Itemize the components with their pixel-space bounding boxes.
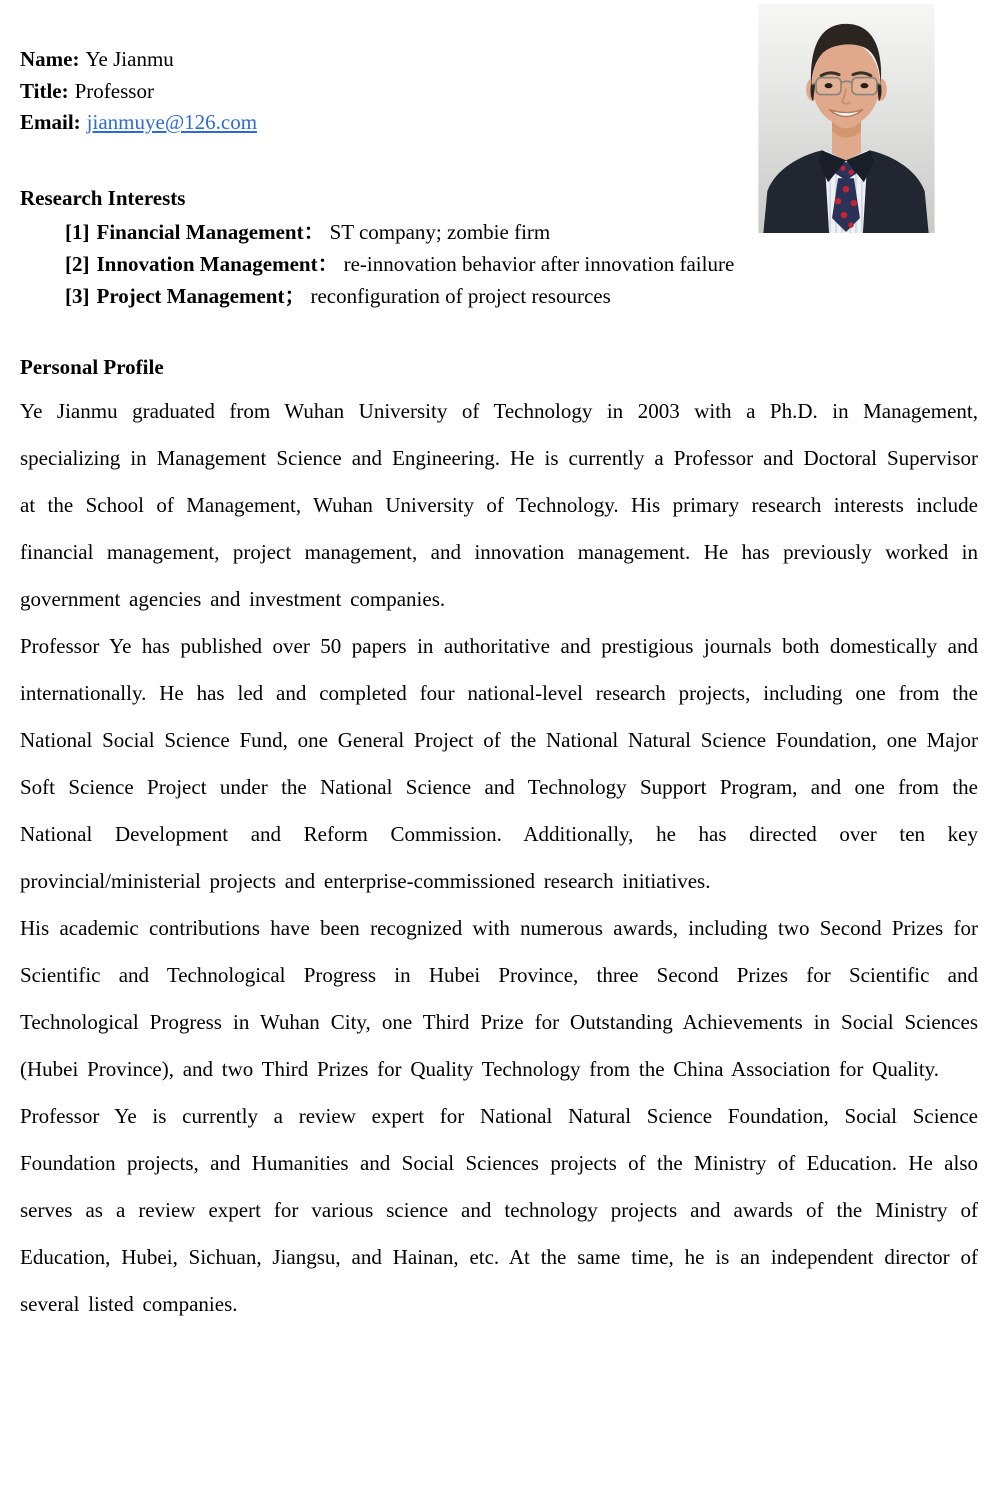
portrait-photo-graphic xyxy=(758,4,935,233)
personal-profile-text xyxy=(20,388,978,1328)
title-line xyxy=(20,76,740,108)
email-link[interactable]: jianmuye@126.com xyxy=(86,110,258,134)
personal-profile-heading: Personal Profile xyxy=(20,354,164,379)
research-item-2-index: [2] xyxy=(65,251,90,276)
title-value: Professor xyxy=(74,78,154,103)
name-line xyxy=(20,44,740,76)
contact-info-block xyxy=(20,44,740,139)
research-item-3 xyxy=(65,280,978,312)
eye-right xyxy=(860,83,868,88)
personal-profile-section xyxy=(20,352,978,1328)
profile-photo xyxy=(758,4,935,233)
profile-paragraph-2: Professor Ye has published over 50 papers in authoritative and prestigious journals both domestically and internationally. He has led and completed four national-level research projects, including one from the National Social Science Fund, one General Project of the National Natural Science Foundation, one Major Soft Science Project under the National Science and Technology Support Program, and one from the National Development and Reform Commission. Additionally, he has directed over ten key provincial/ministerial projects and enterprise-commissioned research initiatives. xyxy=(20,633,978,893)
research-item-1-detail: ST company; zombie firm xyxy=(329,219,551,244)
email-label: Email: xyxy=(20,110,81,134)
tie xyxy=(832,162,860,232)
research-item-2-detail: re-innovation behavior after innovation failure xyxy=(343,251,735,276)
research-item-2-topic: Innovation Management： xyxy=(96,251,339,276)
profile-paragraph-1: Ye Jianmu graduated from Wuhan University of Technology in 2003 with a Ph.D. in Management, specializing in Management Science and Engineering. He is currently a Professor and Doctoral Supervisor at the School of Management, Wuhan University of Technology. His primary research interests include financial management, project management, and innovation management. He has previously worked in government agencies and investment companies. xyxy=(20,398,978,611)
research-item-3-topic: Project Management； xyxy=(96,283,306,308)
research-item-1-index: [1] xyxy=(65,219,90,244)
email-line xyxy=(20,107,740,139)
eye-left xyxy=(825,83,833,88)
title-label: Title: xyxy=(20,78,69,103)
profile-paragraph-4: Professor Ye is currently a review expert for National Natural Science Foundation, Social Science Foundation projects, and Humanities and Social Sciences projects of the Ministry of Education. He also serves as a review expert for various science and technology projects and awards of the Ministry of Education, Hubei, Sichuan, Jiangsu, and Hainan, etc. At the same time, he is an independent director of several listed companies. xyxy=(20,1103,978,1316)
research-item-2 xyxy=(65,248,978,280)
research-item-3-index: [3] xyxy=(65,283,90,308)
research-item-1-topic: Financial Management： xyxy=(96,219,325,244)
name-label: Name: xyxy=(20,47,80,71)
profile-paragraph-3: His academic contributions have been recognized with numerous awards, including two Second Prizes for Scientific and Technological Progress in Hubei Province, three Second Prizes for Scientific and Technological Progress in Wuhan City, one Third Prize for Outstanding Achievements in Social Sciences (Hubei Province), and two Third Prizes for Quality Technology from the China Association for Quality. xyxy=(20,915,978,1081)
name-value: Ye Jianmu xyxy=(85,47,174,71)
research-interests-heading: Research Interests xyxy=(20,185,186,210)
research-item-3-detail: reconfiguration of project resources xyxy=(310,283,611,308)
